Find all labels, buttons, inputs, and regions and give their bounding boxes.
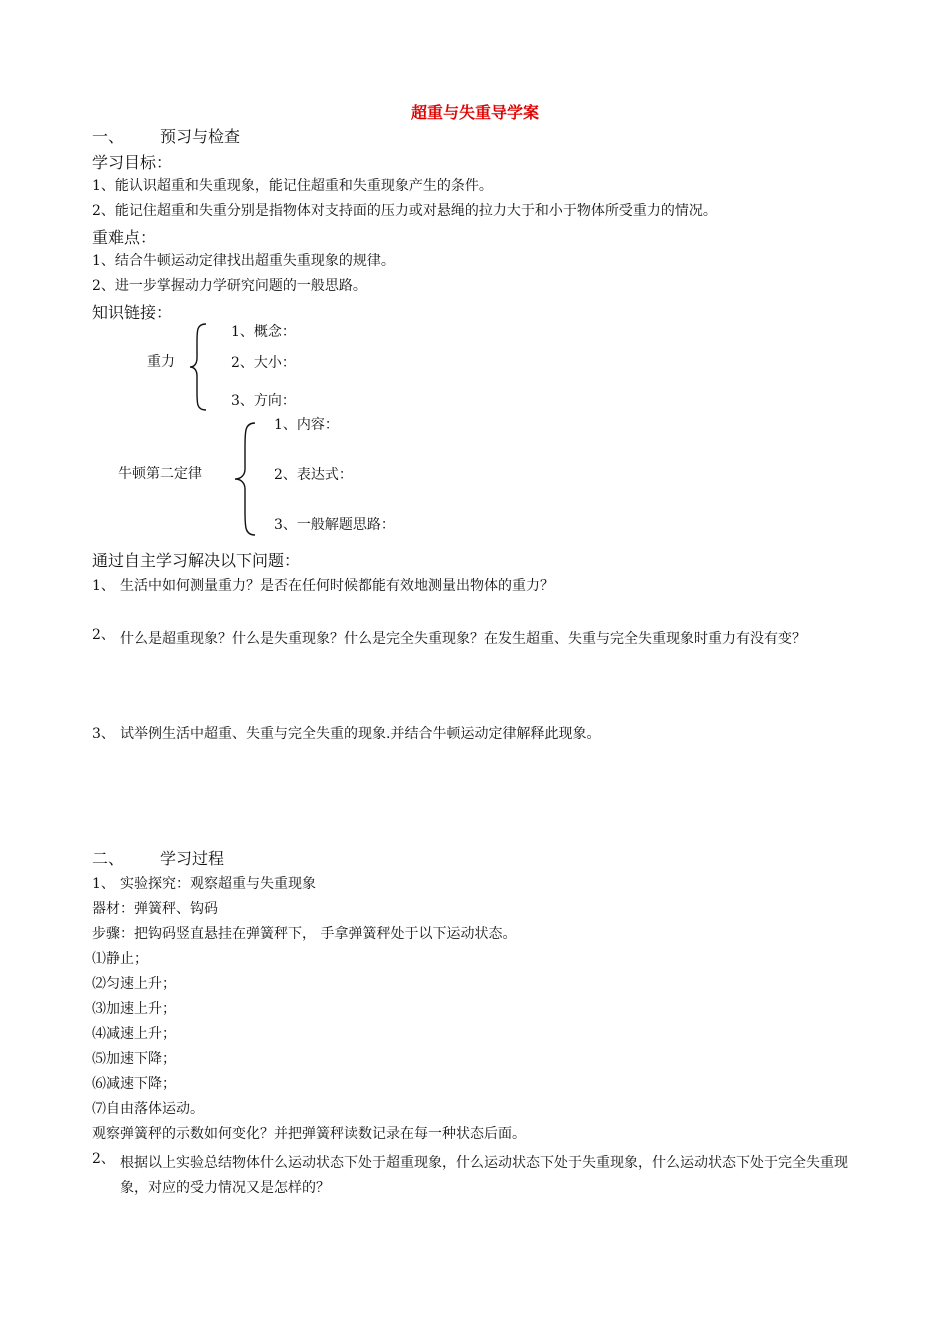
gravity-item: 3、方向：	[231, 393, 296, 409]
equipment-text: 器材：弹簧秤、钩码	[92, 901, 218, 917]
newton-law-item: 3、一般解题思路：	[274, 517, 395, 533]
gravity-item: 2、大小：	[231, 355, 296, 371]
goal-item: 1、能认识超重和失重现象，能记住超重和失重现象产生的条件。	[92, 178, 493, 194]
goals-label: 学习目标：	[92, 153, 173, 172]
steps-text: 步骤：把钩码竖直悬挂在弹簧秤下， 手拿弹簧秤处于以下运动状态。	[92, 926, 517, 942]
question-number: 2、	[92, 627, 115, 643]
question-number: 2、	[92, 1151, 115, 1167]
experiment-number: 1、	[92, 876, 115, 892]
goal-item: 2、能记住超重和失重分别是指物体对支持面的压力或对悬绳的拉力大于和小于物体所受重力的情况。	[92, 203, 717, 219]
gravity-label: 重力	[147, 354, 175, 370]
key-point-item: 2、进一步掌握动力学研究问题的一般思路。	[92, 278, 367, 294]
key-points-label: 重难点：	[92, 228, 157, 247]
self-study-label: 通过自主学习解决以下问题：	[92, 551, 301, 570]
question-number: 3、	[92, 726, 115, 742]
question-text: 生活中如何测量重力？是否在任何时候都能有效地测量出物体的重力？	[120, 578, 554, 594]
section2-number: 二、	[92, 849, 125, 868]
knowledge-link-label: 知识链接：	[92, 303, 173, 322]
motion-state-item: ⑸加速下降；	[92, 1051, 176, 1067]
gravity-brace	[188, 322, 212, 412]
motion-state-item: ⑷减速上升；	[92, 1026, 176, 1042]
question-text: 根据以上实验总结物体什么运动状态下处于超重现象，什么运动状态下处于失重现象，什么运动状态下处于完全失重现象，对应的受力情况又是怎样的？	[120, 1155, 848, 1196]
gravity-item: 1、概念：	[231, 324, 296, 340]
section2-heading: 学习过程	[160, 849, 225, 868]
motion-state-item: ⑹减速下降；	[92, 1076, 176, 1092]
observe-text: 观察弹簧秤的示数如何变化？并把弹簧秤读数记录在每一种状态后面。	[92, 1126, 526, 1142]
motion-state-item: ⑺自由落体运动。	[92, 1101, 204, 1117]
motion-state-item: ⑵匀速上升；	[92, 976, 176, 992]
motion-state-item: ⑶加速上升；	[92, 1001, 176, 1017]
newton-law-item: 2、表达式：	[274, 467, 353, 483]
newton-law-label: 牛顿第二定律	[118, 466, 202, 482]
section1-number: 一、	[92, 127, 125, 146]
question-text: 试举例生活中超重、失重与完全失重的现象.并结合牛顿运动定律解释此现象。	[120, 726, 601, 742]
key-point-item: 1、结合牛顿运动定律找出超重失重现象的规律。	[92, 253, 395, 269]
motion-state-item: ⑴静止；	[92, 951, 148, 967]
experiment-title: 实验探究：观察超重与失重现象	[120, 876, 316, 892]
newton-law-item: 1、内容：	[274, 417, 339, 433]
question-number: 1、	[92, 578, 115, 594]
page-title: 超重与失重导学案	[410, 103, 539, 122]
newton-law-brace	[231, 421, 261, 537]
question-text: 什么是超重现象？什么是失重现象？什么是完全失重现象？在发生超重、失重与完全失重现象时重力有没有变？	[120, 631, 806, 647]
section1-heading: 预习与检查	[160, 127, 241, 146]
